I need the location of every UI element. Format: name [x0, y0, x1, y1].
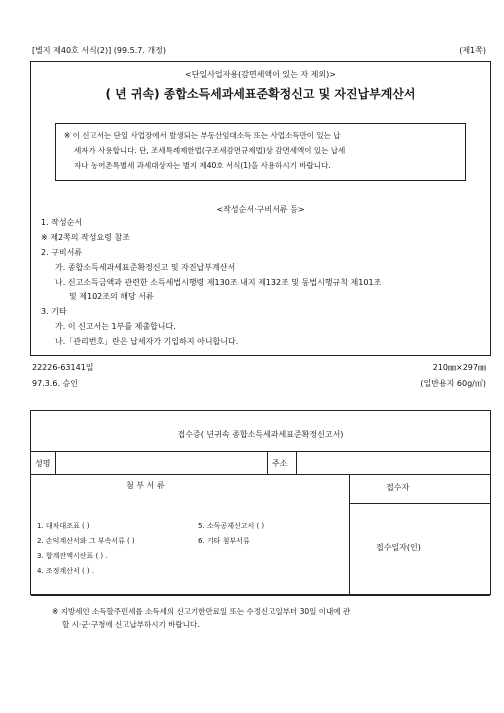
guide-line: 3. 기타	[41, 307, 67, 316]
guide-heading: <작성순서·구비서류 등>	[216, 205, 305, 214]
form-title: ( 년 귀속) 종합소득세과세표준확정신고 및 자진납부계산서	[105, 87, 416, 101]
attachment-item: 1. 대차대조표 ( )	[37, 522, 90, 530]
divider	[349, 474, 350, 595]
form-main-box	[30, 61, 491, 356]
attachments-heading: 첨 부 서 류	[126, 481, 165, 490]
guide-line: 및 제102조의 해당 서류	[69, 292, 154, 301]
guide-line: 나. 신고소득금액과 관련한 소득세법시행령 제130조 내지 제132조 및 동법시행규칙 제101조	[55, 278, 382, 287]
approval-date: 97.3.6. 승인	[32, 379, 78, 388]
guide-line: 가. 이 신고서는 1부를 제출합니다.	[55, 322, 176, 331]
name-label: 성명	[35, 459, 51, 468]
address-field[interactable]	[298, 453, 488, 472]
notice-box	[55, 123, 466, 181]
divider	[296, 451, 297, 474]
page-label: (제1쪽)	[459, 46, 486, 55]
notice-line: 자나 농어촌특별세 과세대상자는 별지 제40호 서식(1)을 사용하시기 바랍니다.	[74, 161, 331, 170]
guide-line: 가. 종합소득세과세표준확정신고 및 자진납부계산서	[55, 263, 236, 272]
attachment-item: 2. 손익계산서와 그 부속서류 ( )	[37, 537, 135, 545]
attachment-item: 5. 소득공제신고서 ( )	[198, 522, 265, 530]
form-reference: [별지 제40호 서식(2)] (99.5.7. 개정)	[32, 46, 166, 55]
attachment-item: 3. 합계잔액시산표 ( ) .	[37, 552, 108, 560]
guide-line: 1. 작성순서	[41, 218, 83, 227]
divider	[267, 451, 268, 474]
paper-size: 210㎜×297㎜	[432, 363, 486, 372]
name-field[interactable]	[57, 453, 265, 472]
receipt-box	[30, 410, 491, 595]
receipt-title: 접수증( 년귀속 종합소득세과세표준확정신고서)	[177, 430, 344, 439]
bottom-note	[52, 605, 472, 631]
bottom-note-line: ※ 지방세인 소득할주민세를 소득세의 신고기한만료일 또는 수정신고일부터 30일 이내에 관	[52, 607, 351, 616]
form-code: 22226-63141일	[32, 363, 94, 372]
paper-spec: (일반용지 60g/㎡)	[420, 379, 486, 388]
guide-line: 나.「관리번호」란은 납세자가 기입하지 아니합니다.	[55, 337, 239, 346]
divider	[31, 451, 490, 452]
guide-line: ※ 제2쪽의 작성요령 참조	[41, 233, 130, 242]
divider	[349, 503, 490, 504]
receiver-label: 접수자	[386, 483, 410, 492]
guide-line: 2. 구비서류	[41, 248, 83, 257]
attachment-item: 4. 조정계산서 ( ) .	[37, 567, 95, 575]
bottom-note-line: 할 시·군·구청에 신고납부하시기 바랍니다.	[62, 620, 200, 629]
divider	[31, 595, 490, 596]
form-subtitle: <단일사업자용(감면세액이 있는 자 제외)>	[185, 70, 336, 79]
divider	[55, 451, 56, 474]
receipt-date-label: 접수일자(인)	[376, 543, 421, 552]
notice-line: 세자가 사용합니다. 단, 조세특례제한법(구조세감면규제법)상 감면세액이 있는 납세	[74, 146, 346, 155]
address-label: 주소	[272, 459, 288, 468]
divider	[31, 474, 490, 475]
attachment-item: 6. 기타 첨부서류	[198, 537, 250, 545]
notice-line: ※ 이 신고서는 단일 사업장에서 발생되는 부동산임대소득 또는 사업소득만이 있는 납	[64, 131, 341, 140]
